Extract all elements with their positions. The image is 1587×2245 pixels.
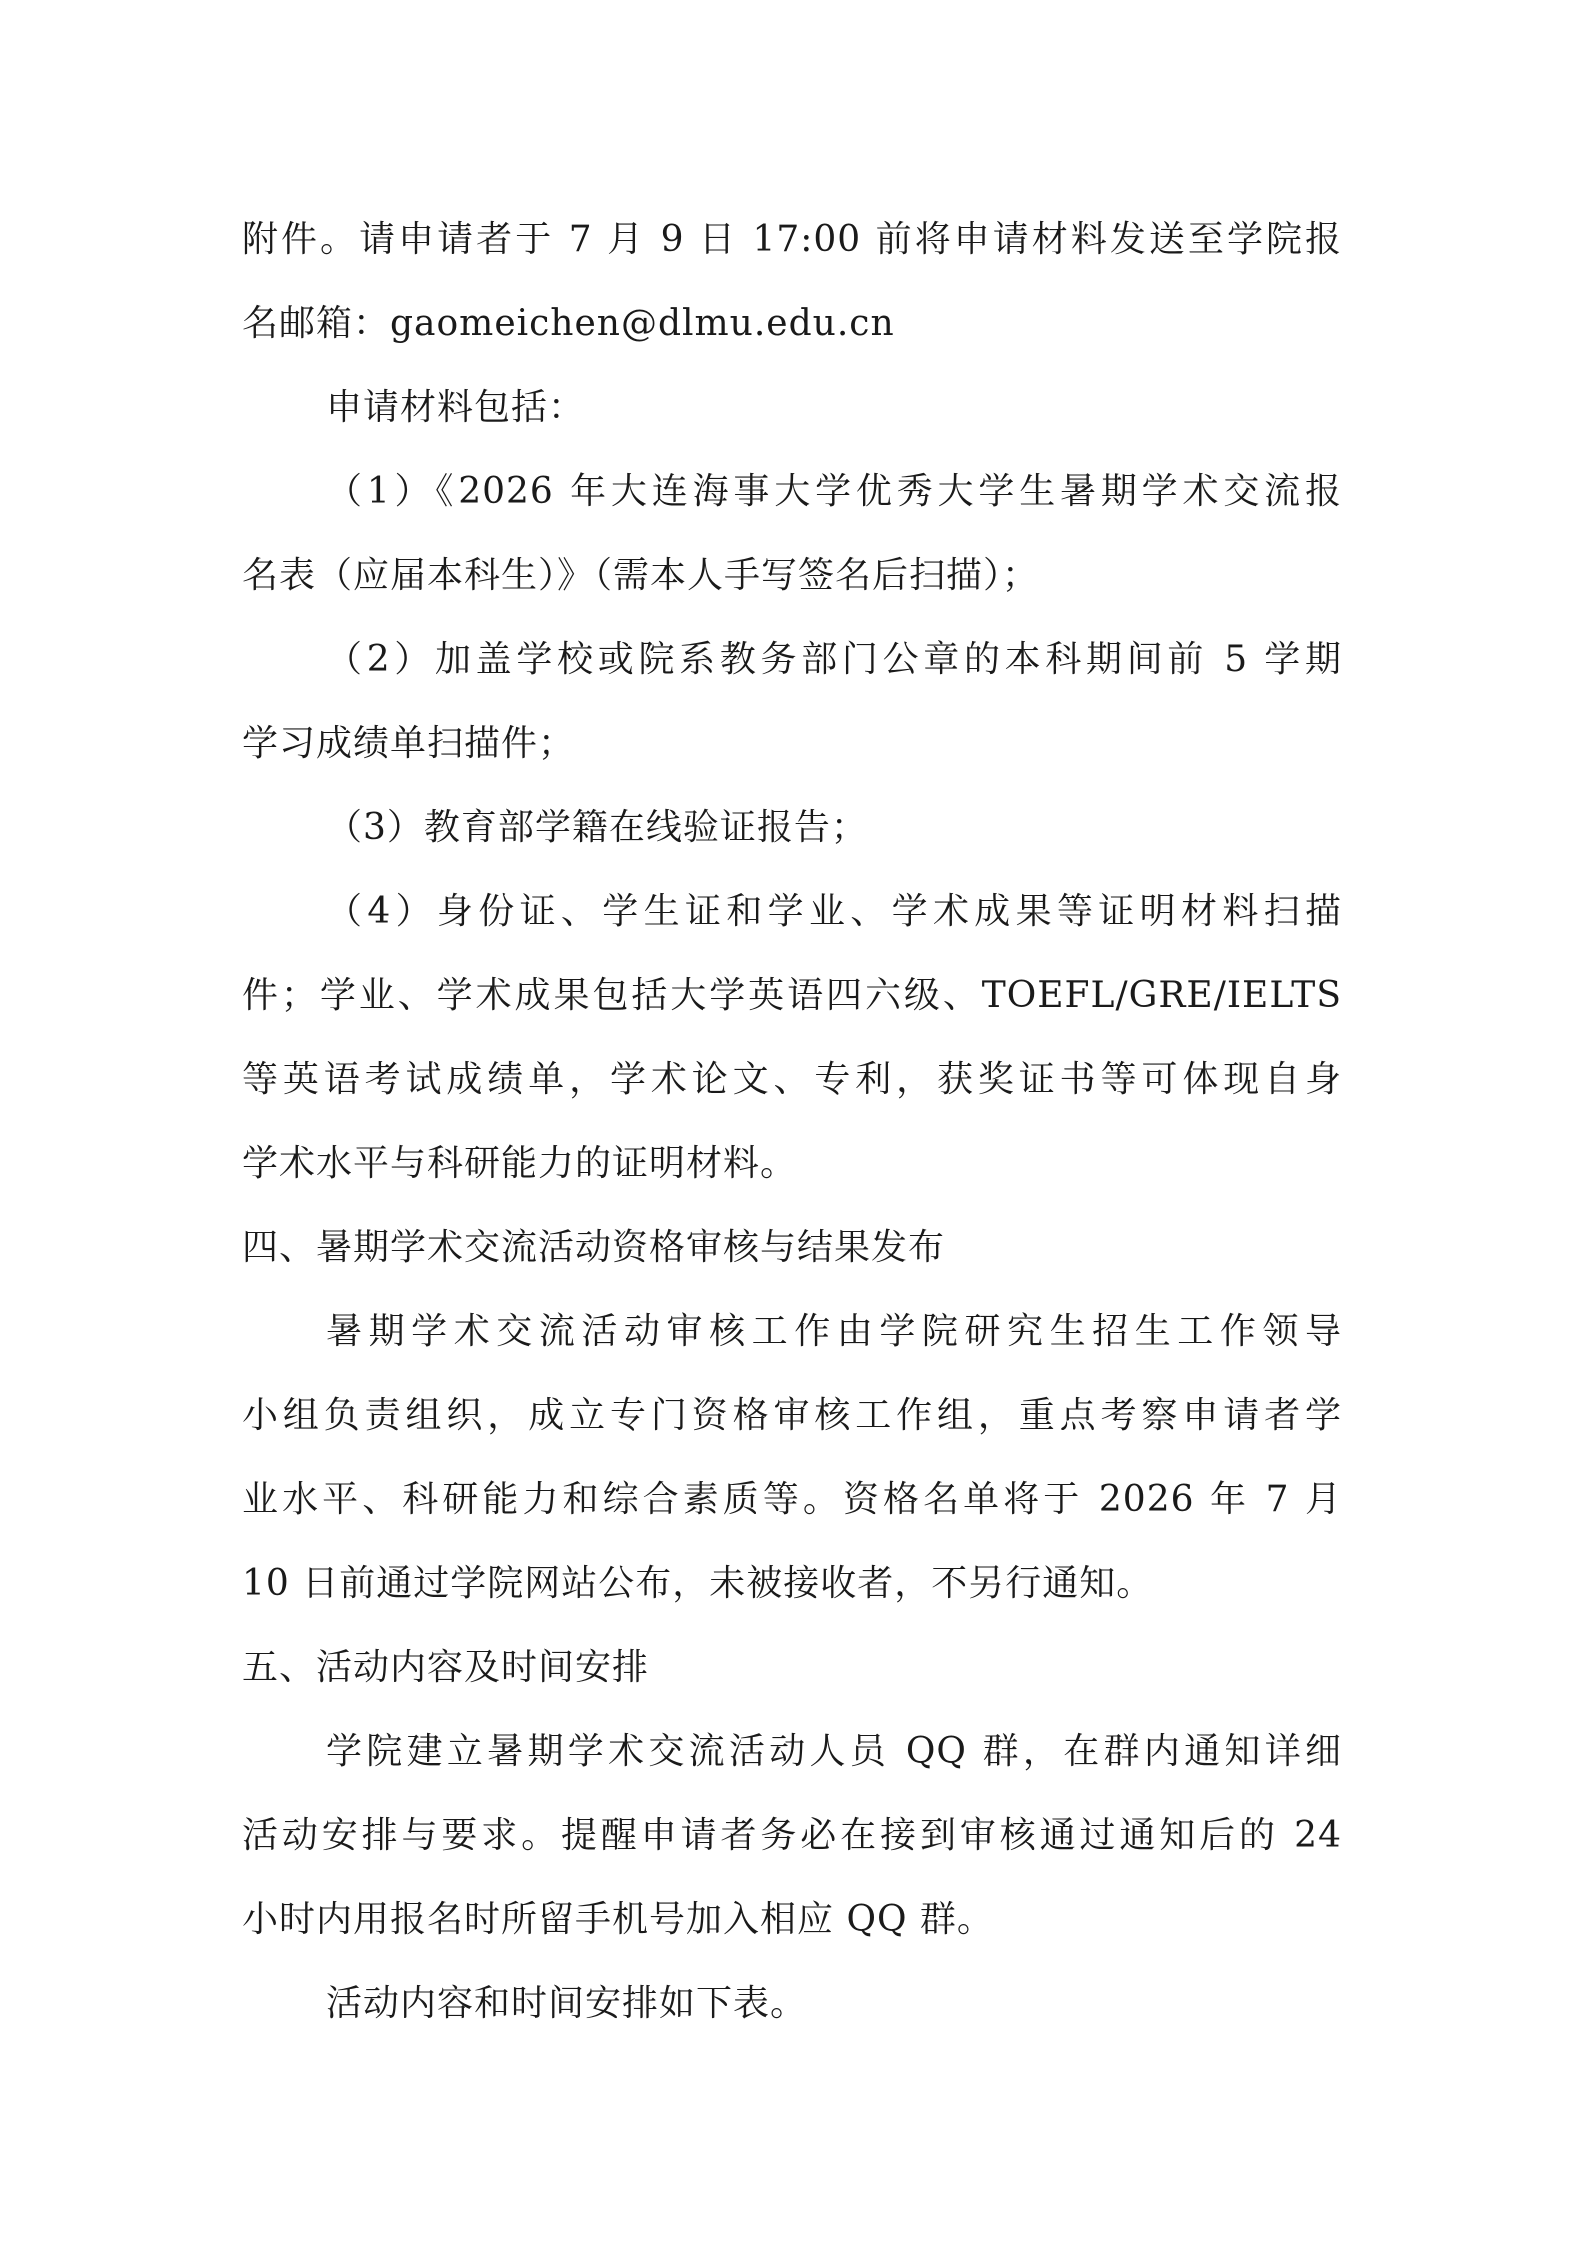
paragraph-line: 学院建立暑期学术交流活动人员 QQ 群，在群内通知详细 <box>326 1731 1342 1772</box>
paragraph-line: 活动安排与要求。提醒申请者务必在接到审核通过通知后的 24 <box>242 1815 1342 1856</box>
paragraph-line: （2）加盖学校或院系教务部门公章的本科期间前 5 学期 <box>326 639 1342 680</box>
section-heading: 四、暑期学术交流活动资格审核与结果发布 <box>242 1227 946 1268</box>
paragraph-line: 学习成绩单扫描件； <box>242 723 576 764</box>
paragraph-line: 活动内容和时间安排如下表。 <box>326 1983 808 2024</box>
section-heading: 五、活动内容及时间安排 <box>242 1647 650 1688</box>
paragraph-line: 等英语考试成绩单，学术论文、专利，获奖证书等可体现自身 <box>242 1059 1342 1100</box>
document-body <box>242 198 1342 2046</box>
paragraph-line: 学术水平与科研能力的证明材料。 <box>242 1143 798 1184</box>
paragraph-line: 10 日前通过学院网站公布，未被接收者，不另行通知。 <box>242 1563 1154 1604</box>
paragraph-line: 申请材料包括： <box>326 387 586 428</box>
paragraph-line: 小时内用报名时所留手机号加入相应 QQ 群。 <box>242 1899 994 1940</box>
paragraph-line: 件；学业、学术成果包括大学英语四六级、TOEFL/GRE/IELTS <box>242 975 1342 1016</box>
paragraph-line: （3）教育部学籍在线验证报告； <box>326 807 868 848</box>
paragraph-line: 暑期学术交流活动审核工作由学院研究生招生工作领导 <box>326 1311 1342 1352</box>
paragraph-line: 小组负责组织，成立专门资格审核工作组，重点考察申请者学 <box>242 1395 1342 1436</box>
paragraph-line: 业水平、科研能力和综合素质等。资格名单将于 2026 年 7 月 <box>242 1479 1342 1520</box>
paragraph-line: （1）《2026 年大连海事大学优秀大学生暑期学术交流报 <box>326 471 1342 512</box>
paragraph-line: 名邮箱：gaomeichen@dlmu.edu.cn <box>242 303 895 344</box>
paragraph-line: （4）身份证、学生证和学业、学术成果等证明材料扫描 <box>326 891 1342 932</box>
paragraph-line: 附件。请申请者于 7 月 9 日 17:00 前将申请材料发送至学院报 <box>242 219 1342 260</box>
paragraph-line: 名表（应届本科生）》（需本人手写签名后扫描）； <box>242 555 1040 596</box>
